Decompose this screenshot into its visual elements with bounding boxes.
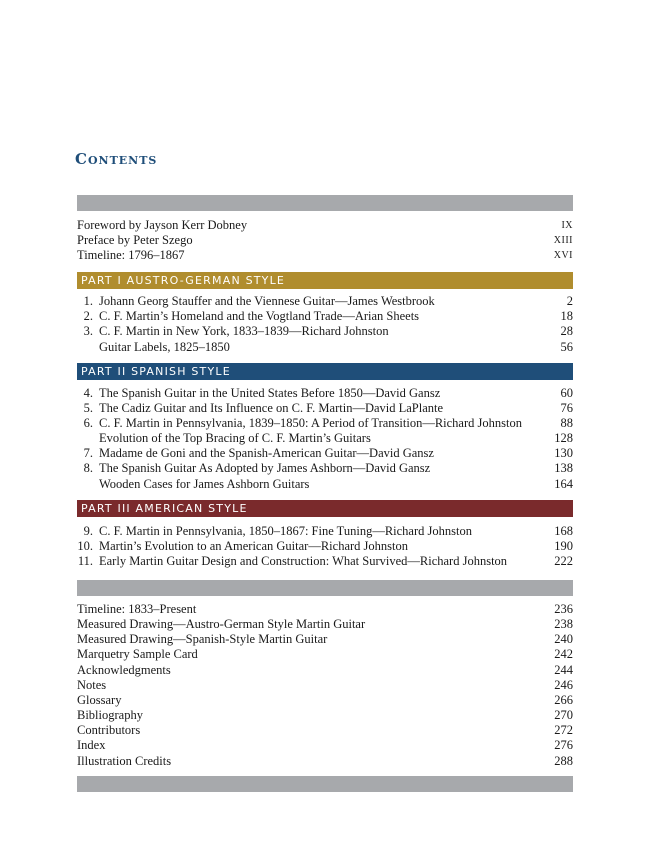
toc-entry[interactable]	[77, 233, 573, 248]
entry-page: 60	[560, 386, 573, 400]
entry-title: Timeline: 1796–1867	[77, 248, 185, 262]
entry-title: Contributors	[77, 723, 141, 737]
entry-title: C. F. Martin in New York, 1833–1839—Richard Johnston	[99, 324, 389, 338]
entry-title: Preface by Peter Szego	[77, 233, 193, 247]
entry-title: Evolution of the Top Bracing of C. F. Martin’s Guitars	[99, 431, 371, 445]
entry-title: Timeline: 1833–Present	[77, 602, 197, 616]
entry-page: 164	[554, 477, 573, 491]
entry-page: 244	[554, 663, 573, 677]
entry-title: Notes	[77, 678, 107, 692]
toc-entry[interactable]	[77, 663, 573, 678]
entry-page: 130	[554, 446, 573, 460]
entry-number: 3.	[83, 324, 93, 338]
entry-title: Glossary	[77, 693, 122, 707]
entry-number: 9.	[83, 524, 93, 538]
entry-page: 236	[554, 602, 573, 616]
toc-entry[interactable]	[77, 524, 573, 539]
toc-entry[interactable]	[77, 539, 573, 554]
entry-title: Early Martin Guitar Design and Construction: What Survived—Richard Johnston	[99, 554, 508, 568]
toc-entry[interactable]	[77, 477, 573, 492]
toc-entry[interactable]	[77, 294, 573, 309]
entry-page: 88	[560, 416, 573, 430]
entry-title: The Spanish Guitar As Adopted by James Ashborn—David Gansz	[99, 461, 431, 475]
toc-entry[interactable]	[77, 708, 573, 723]
toc-entry[interactable]	[77, 431, 573, 446]
entry-number: 10.	[77, 539, 93, 553]
entry-title: Guitar Labels, 1825–1850	[99, 340, 230, 354]
entry-page: 76	[560, 401, 573, 415]
entry-page: 270	[554, 708, 573, 722]
entry-page: 238	[554, 617, 573, 631]
toc-entry[interactable]	[77, 693, 573, 708]
entry-page: 242	[554, 647, 573, 661]
entry-number: 6.	[83, 416, 93, 430]
toc-entry[interactable]	[77, 632, 573, 647]
entry-title: Illustration Credits	[77, 754, 172, 768]
toc-entry[interactable]	[77, 554, 573, 569]
toc-entry[interactable]	[77, 617, 573, 632]
toc-entry[interactable]	[77, 324, 573, 339]
entry-number: 8.	[83, 461, 93, 475]
toc-entry[interactable]	[77, 416, 573, 431]
entry-title: Index	[77, 738, 106, 752]
entry-page: IX	[561, 220, 573, 231]
toc-entry[interactable]	[77, 309, 573, 324]
entry-page: XIII	[553, 235, 573, 246]
part-3-header: PART III AMERICAN STYLE	[77, 500, 573, 517]
entry-page: 56	[560, 340, 573, 354]
toc-entry[interactable]	[77, 461, 573, 476]
entry-title: The Cadiz Guitar and Its Influence on C. F. Martin—David LaPlante	[99, 401, 444, 415]
bottom-rule-bar	[77, 776, 573, 792]
entry-page: 190	[554, 539, 573, 553]
toc-entry[interactable]	[77, 602, 573, 617]
entry-number: 4.	[83, 386, 93, 400]
entry-title: Madame de Goni and the Spanish-American Guitar—David Gansz	[99, 446, 434, 460]
toc-entry[interactable]	[77, 340, 573, 355]
toc-entry[interactable]	[77, 218, 573, 233]
entry-page: 222	[554, 554, 573, 568]
entry-title: C. F. Martin in Pennsylvania, 1850–1867: Fine Tuning—Richard Johnston	[99, 524, 472, 538]
entry-page: 240	[554, 632, 573, 646]
entry-page: 2	[566, 294, 573, 308]
entry-page: 28	[560, 324, 573, 338]
toc-entry[interactable]	[77, 446, 573, 461]
entry-page: 266	[554, 693, 573, 707]
entry-title: Foreword by Jayson Kerr Dobney	[77, 218, 248, 232]
entry-number: 11.	[77, 554, 93, 568]
toc-entry[interactable]	[77, 678, 573, 693]
entry-page: 138	[554, 461, 573, 475]
toc-entry[interactable]	[77, 386, 573, 401]
toc-entry[interactable]	[77, 738, 573, 753]
part-1-header: PART I AUSTRO-GERMAN STYLE	[77, 272, 573, 289]
contents-heading: Contents	[75, 150, 158, 168]
toc-entry[interactable]	[77, 248, 573, 263]
entry-title: Martin’s Evolution to an American Guitar—Richard Johnston	[99, 539, 408, 553]
entry-number: 5.	[83, 401, 93, 415]
entry-page: 128	[554, 431, 573, 445]
entry-title: Wooden Cases for James Ashborn Guitars	[99, 477, 310, 491]
entry-title: C. F. Martin’s Homeland and the Vogtland Trade—Arian Sheets	[99, 309, 420, 323]
entry-page: 246	[554, 678, 573, 692]
entry-title: Measured Drawing—Austro-German Style Martin Guitar	[77, 617, 366, 631]
entry-page: 272	[554, 723, 573, 737]
entry-title: Johann Georg Stauffer and the Viennese Guitar—James Westbrook	[99, 294, 435, 308]
part-2-header: PART II SPANISH STYLE	[77, 363, 573, 380]
toc-entry[interactable]	[77, 647, 573, 662]
entry-title: The Spanish Guitar in the United States Before 1850—David Gansz	[99, 386, 441, 400]
toc-entry[interactable]	[77, 401, 573, 416]
entry-title: Acknowledgments	[77, 663, 171, 677]
middle-rule-bar	[77, 580, 573, 596]
entry-page: 168	[554, 524, 573, 538]
top-rule-bar	[77, 195, 573, 211]
toc-entry[interactable]	[77, 723, 573, 738]
entry-title: Bibliography	[77, 708, 143, 722]
entry-page: 18	[560, 309, 573, 323]
toc-entry[interactable]	[77, 754, 573, 769]
entry-title: Marquetry Sample Card	[77, 647, 198, 661]
entry-page: 288	[554, 754, 573, 768]
entry-title: C. F. Martin in Pennsylvania, 1839–1850: A Period of Transition—Richard Johnston	[99, 416, 522, 430]
entry-number: 2.	[83, 309, 93, 323]
entry-page: XVI	[553, 250, 573, 261]
entry-title: Measured Drawing—Spanish-Style Martin Guitar	[77, 632, 328, 646]
entry-page: 276	[554, 738, 573, 752]
entry-number: 7.	[83, 446, 93, 460]
entry-number: 1.	[83, 294, 93, 308]
